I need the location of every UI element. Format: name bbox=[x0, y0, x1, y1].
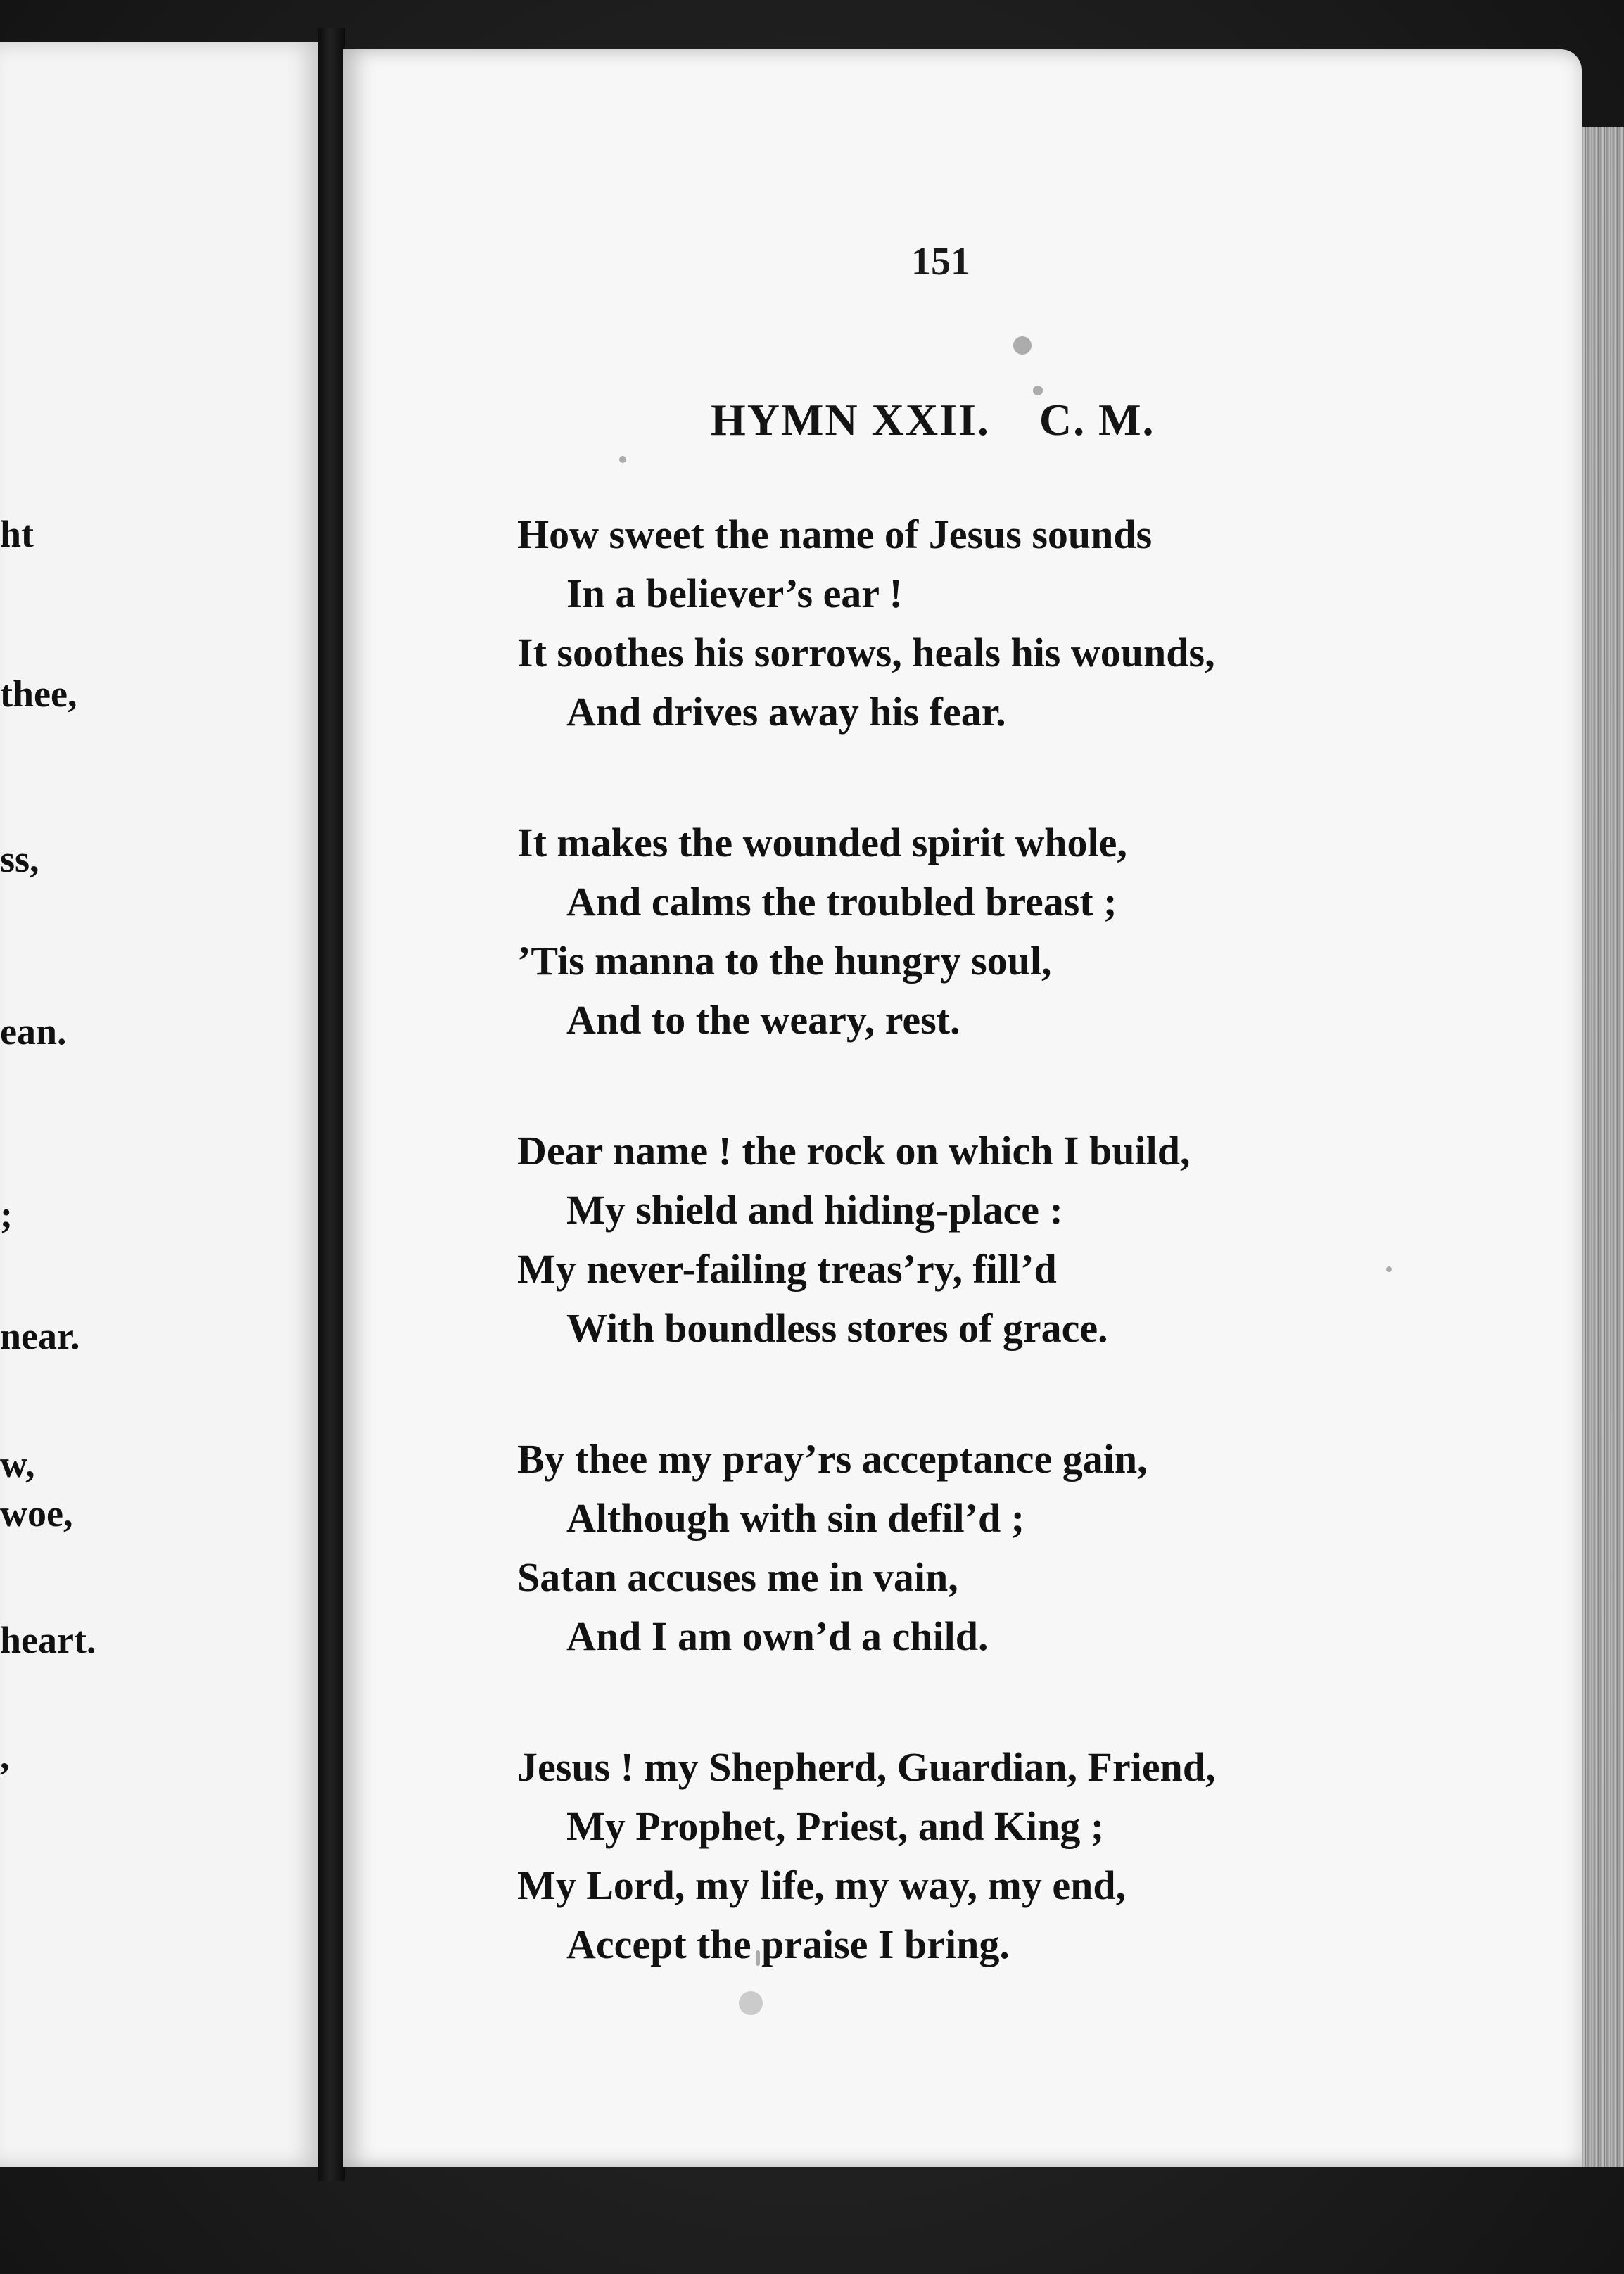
left-fragment: thee, bbox=[0, 673, 77, 715]
left-fragment: , bbox=[0, 1735, 10, 1777]
left-fragment: ht bbox=[0, 513, 34, 555]
verse-line: And drives away his fear. bbox=[566, 689, 1006, 735]
hymn-text bbox=[517, 505, 1432, 2046]
stanza bbox=[517, 1122, 1432, 1358]
hymn-title bbox=[711, 394, 1155, 446]
verse-line: Although with sin defil’d ; bbox=[566, 1495, 1025, 1541]
hymn-meter: C. M. bbox=[1039, 395, 1155, 445]
left-page bbox=[0, 42, 320, 2167]
left-fragment: woe, bbox=[0, 1492, 73, 1535]
verse-line: Dear name ! the rock on which I build, bbox=[517, 1128, 1191, 1174]
stanza bbox=[517, 505, 1432, 742]
verse-line: My Prophet, Priest, and King ; bbox=[566, 1803, 1105, 1849]
left-fragment: ean. bbox=[0, 1010, 67, 1053]
verse-line: Accept the praise I bring. bbox=[566, 1922, 1010, 1967]
verse-line: And to the weary, rest. bbox=[566, 997, 960, 1043]
print-speck bbox=[1013, 336, 1032, 355]
verse-line: And I am own’d a child. bbox=[566, 1613, 989, 1659]
print-speck bbox=[756, 1950, 760, 1966]
left-fragment: near. bbox=[0, 1315, 80, 1357]
print-speck bbox=[1033, 386, 1043, 395]
verse-line: My Lord, my life, my way, my end, bbox=[517, 1862, 1127, 1908]
verse-line: It soothes his sorrows, heals his wounds, bbox=[517, 630, 1215, 675]
verse-line: In a believer’s ear ! bbox=[566, 571, 903, 616]
book-gutter bbox=[318, 28, 345, 2181]
verse-line: Jesus ! my Shepherd, Guardian, Friend, bbox=[517, 1744, 1216, 1790]
verse-line: Satan accuses me in vain, bbox=[517, 1554, 958, 1600]
verse-line: And calms the troubled breast ; bbox=[566, 879, 1117, 925]
verse-line: By thee my pray’rs acceptance gain, bbox=[517, 1436, 1148, 1482]
verse-line: ’Tis manna to the hungry soul, bbox=[517, 938, 1052, 984]
verse-line: With boundless stores of grace. bbox=[566, 1305, 1108, 1351]
left-fragment: heart. bbox=[0, 1619, 96, 1661]
left-fragment: ; bbox=[0, 1193, 13, 1236]
verse-line: It makes the wounded spirit whole, bbox=[517, 820, 1127, 865]
stanza bbox=[517, 813, 1432, 1050]
print-speck bbox=[619, 456, 626, 463]
verse-line: How sweet the name of Jesus sounds bbox=[517, 512, 1153, 557]
print-speck bbox=[739, 1991, 763, 2015]
stanza bbox=[517, 1738, 1432, 1974]
print-speck bbox=[1386, 1266, 1392, 1272]
stanza bbox=[517, 1430, 1432, 1666]
page-number: 151 bbox=[911, 240, 970, 284]
left-fragment: ss, bbox=[0, 838, 39, 880]
verse-line: My shield and hiding-place : bbox=[566, 1187, 1063, 1233]
hymn-number: HYMN XXII. bbox=[711, 395, 990, 445]
left-fragment: w, bbox=[0, 1443, 35, 1485]
verse-line: My never-failing treas’ry, fill’d bbox=[517, 1246, 1057, 1292]
